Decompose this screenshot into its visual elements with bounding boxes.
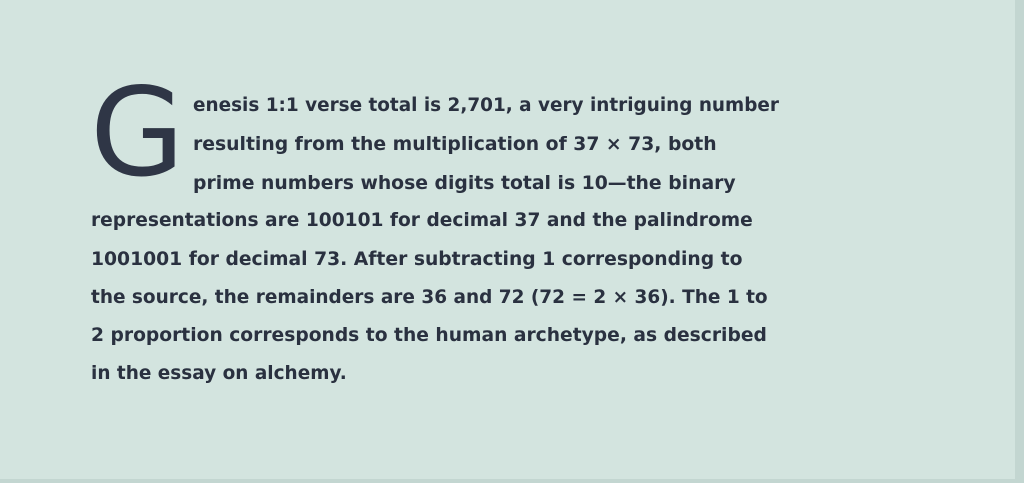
paragraph-line-2: resulting from the multiplication of 37 × 73, both xyxy=(193,134,717,155)
paragraph-line-6: the source, the remainders are 36 and 72 (72 = 2 × 36). The 1 to xyxy=(91,287,768,308)
paragraph-line-3: prime numbers whose digits total is 10—the binary xyxy=(193,173,736,194)
bottom-edge-strip xyxy=(0,479,1024,483)
paragraph-line-5: 1001001 for decimal 73. After subtracting 1 corresponding to xyxy=(91,249,743,270)
drop-cap: G xyxy=(90,62,185,204)
paragraph-line-4: representations are 100101 for decimal 37 and the palindrome xyxy=(91,210,753,231)
paragraph-line-7: 2 proportion corresponds to the human archetype, as described xyxy=(91,325,767,346)
right-edge-strip xyxy=(1015,0,1024,483)
paragraph-line-8: in the essay on alchemy. xyxy=(91,363,347,384)
paragraph-line-1: enesis 1:1 verse total is 2,701, a very intriguing number xyxy=(193,95,779,116)
